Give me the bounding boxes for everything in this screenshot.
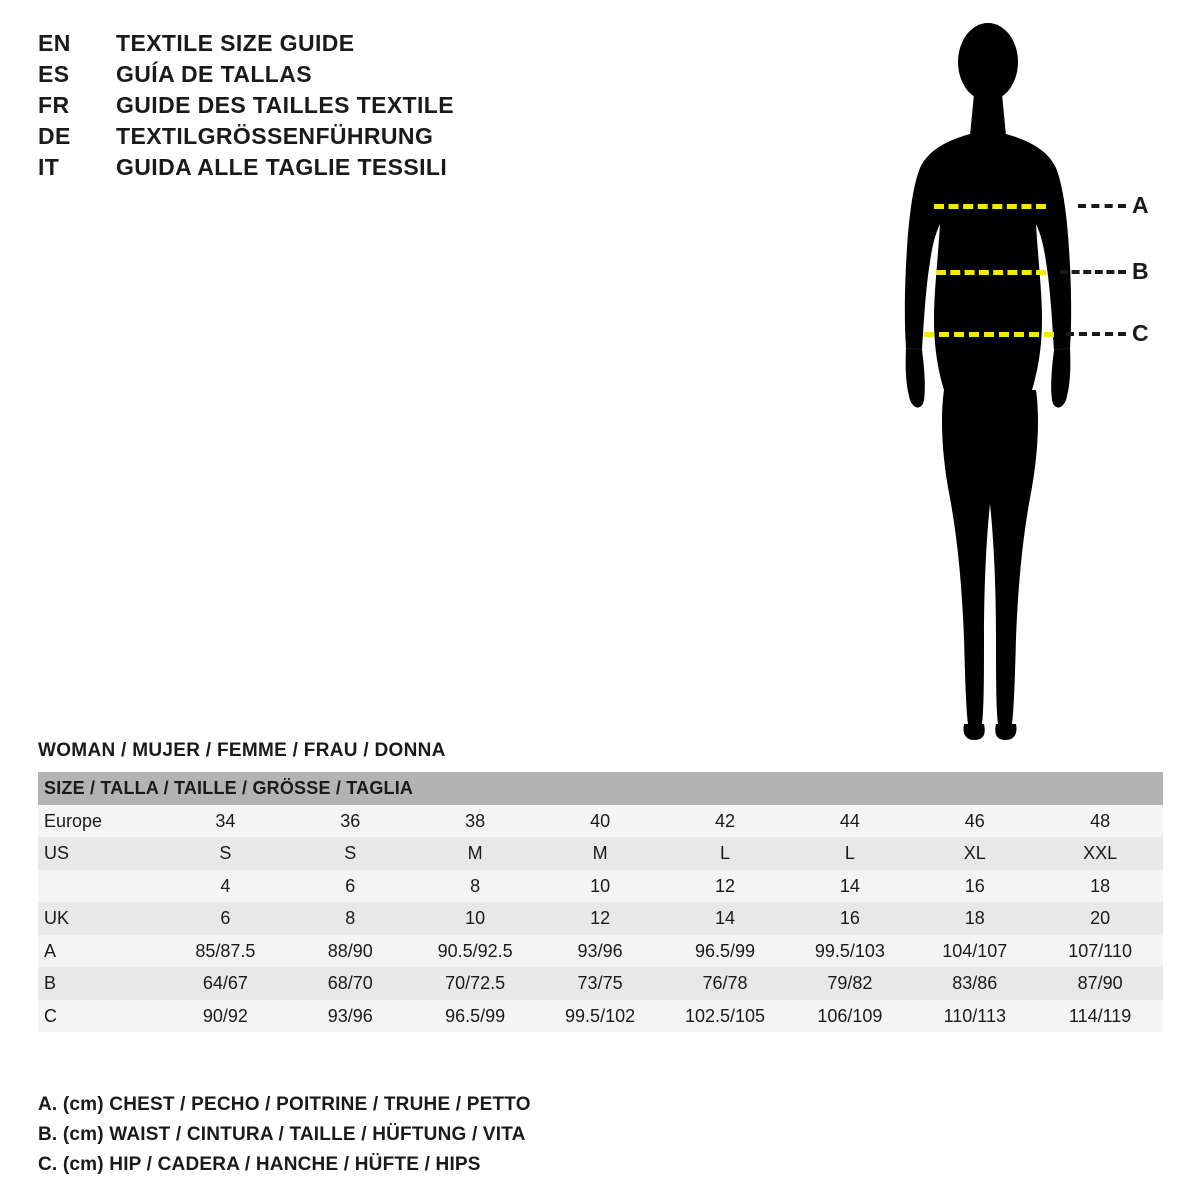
cell: 93/96 bbox=[577, 940, 623, 961]
cell: 79/82 bbox=[827, 973, 873, 993]
cell: 87/90 bbox=[1077, 973, 1123, 993]
title-lang-en: EN bbox=[38, 30, 71, 56]
cell: 36 bbox=[340, 810, 361, 831]
cell: 38 bbox=[465, 810, 486, 831]
title-row-de bbox=[38, 123, 598, 154]
footnotes bbox=[38, 1090, 838, 1180]
female-silhouette-icon bbox=[860, 18, 1190, 748]
title-row-es bbox=[38, 61, 598, 92]
table-row bbox=[38, 837, 1163, 870]
cell: 8 bbox=[470, 875, 481, 896]
cell: 14 bbox=[839, 875, 860, 896]
cell: 90.5/92.5 bbox=[437, 940, 513, 961]
cell: 34 bbox=[215, 810, 236, 831]
cell: 18 bbox=[1090, 875, 1111, 896]
cell: 40 bbox=[590, 810, 611, 831]
footnote-hip: C. (cm) HIP / CADERA / HANCHE / HÜFTE / HIPS bbox=[38, 1154, 481, 1175]
leader-line-waist bbox=[1060, 270, 1126, 274]
cell: 85/87.5 bbox=[195, 940, 256, 961]
cell: 10 bbox=[465, 908, 486, 928]
size-table bbox=[38, 772, 1163, 1032]
title-text-de: TEXTILGRÖSSENFÜHRUNG bbox=[116, 123, 434, 149]
title-lang-fr: FR bbox=[38, 92, 70, 118]
row-label-uk: UK bbox=[44, 908, 70, 928]
title-lang-it: IT bbox=[38, 154, 60, 180]
row-label-europe: Europe bbox=[44, 810, 103, 831]
cell: 70/72.5 bbox=[445, 973, 506, 993]
cell: 10 bbox=[590, 875, 611, 896]
cell: 46 bbox=[964, 810, 985, 831]
title-lang-de: DE bbox=[38, 123, 71, 149]
cell: 68/70 bbox=[327, 973, 373, 993]
marker-label-c: C bbox=[1132, 320, 1149, 346]
cell: 99.5/102 bbox=[565, 1005, 636, 1026]
table-row bbox=[38, 870, 1163, 903]
cell: L bbox=[844, 843, 855, 863]
cell: S bbox=[344, 843, 357, 863]
title-row-en bbox=[38, 30, 598, 61]
section-heading: WOMAN / MUJER / FEMME / FRAU / DONNA bbox=[38, 740, 446, 761]
title-row-it bbox=[38, 154, 598, 185]
cell: 93/96 bbox=[327, 1005, 373, 1026]
cell: M bbox=[592, 843, 608, 863]
title-text-en: TEXTILE SIZE GUIDE bbox=[116, 30, 355, 56]
table-row bbox=[38, 967, 1163, 1000]
cell: 73/75 bbox=[577, 973, 623, 993]
table-row bbox=[38, 805, 1163, 838]
cell: 8 bbox=[345, 908, 356, 928]
cell: 104/107 bbox=[942, 940, 1008, 961]
title-text-it: GUIDA ALLE TAGLIE TESSILI bbox=[116, 154, 448, 180]
cell: 20 bbox=[1090, 908, 1111, 928]
female-body-figure bbox=[860, 18, 1190, 748]
cell: 6 bbox=[220, 908, 231, 928]
cell: 76/78 bbox=[702, 973, 748, 993]
cell: M bbox=[467, 843, 483, 863]
cell: 114/119 bbox=[1068, 1005, 1132, 1026]
cell: 42 bbox=[714, 810, 735, 831]
cell: XL bbox=[963, 843, 986, 863]
cell: 18 bbox=[964, 908, 985, 928]
row-label-c: C bbox=[44, 1005, 57, 1026]
size-table-section bbox=[38, 740, 1163, 1032]
table-row bbox=[38, 902, 1163, 935]
measure-line-chest bbox=[934, 204, 1046, 209]
table-row bbox=[38, 935, 1163, 968]
cell: 99.5/103 bbox=[814, 940, 885, 961]
table-header-label: SIZE / TALLA / TAILLE / GRÖSSE / TAGLIA bbox=[44, 778, 414, 798]
table-row bbox=[38, 1000, 1163, 1033]
measure-line-waist bbox=[936, 270, 1046, 275]
cell: 88/90 bbox=[327, 940, 373, 961]
cell: 90/92 bbox=[202, 1005, 248, 1026]
cell: 96.5/99 bbox=[694, 940, 756, 961]
cell: 16 bbox=[964, 875, 985, 896]
title-lang-es: ES bbox=[38, 61, 70, 87]
cell: 4 bbox=[220, 875, 231, 896]
table-header-row bbox=[38, 772, 1163, 805]
cell: 6 bbox=[345, 875, 356, 896]
cell: 64/67 bbox=[202, 973, 248, 993]
footnote-waist: B. (cm) WAIST / CINTURA / TAILLE / HÜFTUNG / VITA bbox=[38, 1124, 526, 1145]
title-text-fr: GUIDE DES TAILLES TEXTILE bbox=[116, 92, 454, 118]
cell: 14 bbox=[714, 908, 735, 928]
cell: 107/110 bbox=[1068, 940, 1132, 961]
leader-line-chest bbox=[1078, 204, 1126, 208]
cell: L bbox=[719, 843, 730, 863]
marker-label-a: A bbox=[1132, 192, 1149, 218]
cell: 48 bbox=[1090, 810, 1111, 831]
measure-line-hip bbox=[924, 332, 1054, 337]
cell: XXL bbox=[1083, 843, 1118, 863]
cell: 110/113 bbox=[943, 1005, 1006, 1026]
row-label-us-numeric bbox=[38, 870, 163, 903]
title-block bbox=[38, 30, 598, 185]
cell: 102.5/105 bbox=[684, 1005, 766, 1026]
cell: 96.5/99 bbox=[445, 1005, 506, 1026]
marker-label-b: B bbox=[1132, 258, 1149, 284]
title-text-es: GUÍA DE TALLAS bbox=[116, 61, 312, 87]
cell: 44 bbox=[839, 810, 860, 831]
title-row-fr bbox=[38, 92, 598, 123]
cell: S bbox=[219, 843, 232, 863]
leader-line-hip bbox=[1066, 332, 1126, 336]
cell: 106/109 bbox=[817, 1005, 883, 1026]
row-label-a: A bbox=[44, 940, 57, 961]
cell: 16 bbox=[839, 908, 860, 928]
row-label-us: US bbox=[44, 843, 70, 863]
row-label-b: B bbox=[44, 973, 57, 993]
footnote-chest: A. (cm) CHEST / PECHO / POITRINE / TRUHE / PETTO bbox=[38, 1094, 531, 1115]
cell: 12 bbox=[590, 908, 611, 928]
cell: 83/86 bbox=[952, 973, 998, 993]
cell: 12 bbox=[714, 875, 735, 896]
